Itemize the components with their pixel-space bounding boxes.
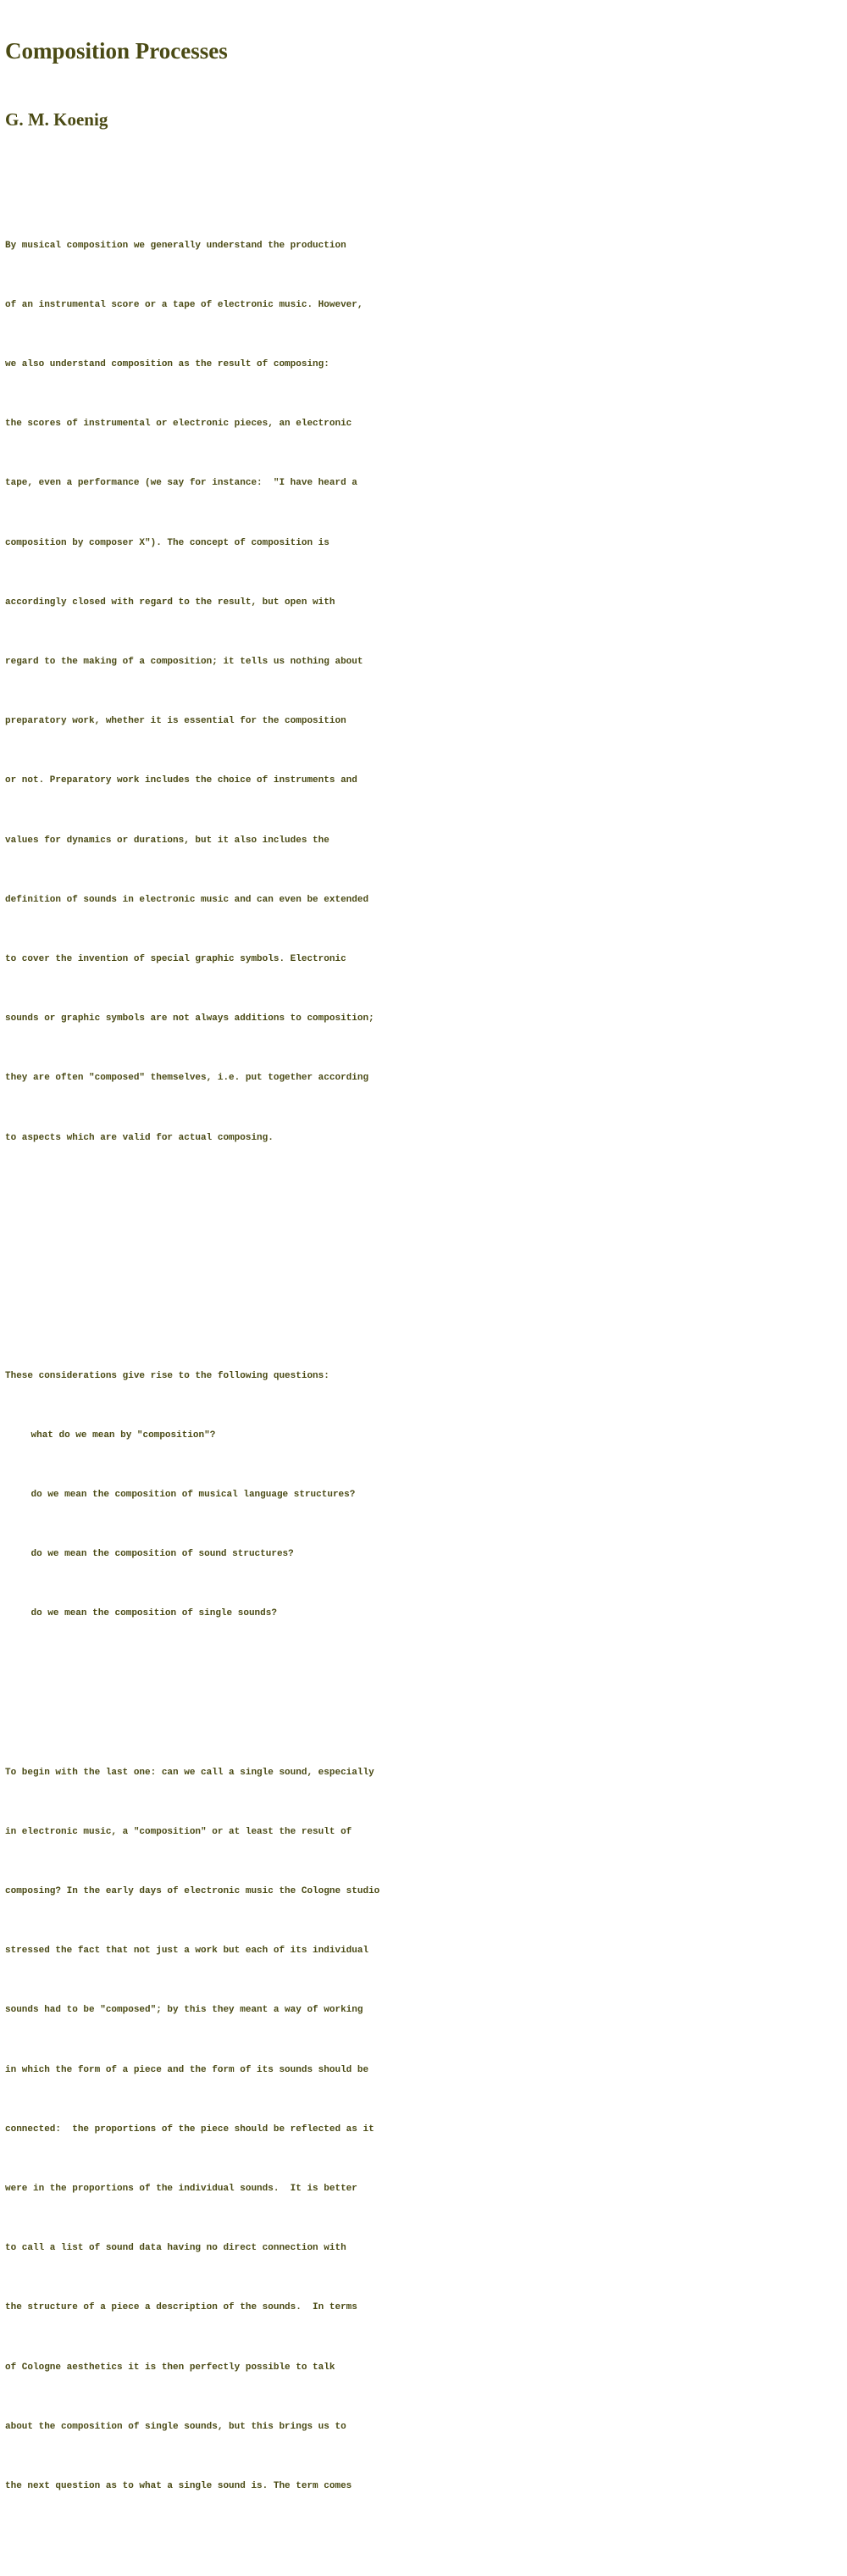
text-line: sounds had to be "composed"; by this they meant a way of working <box>5 2005 363 2016</box>
text-line: connected: the proportions of the piece should be reflected as it <box>5 2124 374 2135</box>
questions-block <box>5 1327 379 1664</box>
text-line: to cover the invention of special graphic symbols. Electronic <box>5 954 346 965</box>
text-line: preparatory work, whether it is essential for the composition <box>5 716 346 727</box>
text-line: in electronic music, a "composition" or at least the result of <box>5 1826 352 1837</box>
text-line: the scores of instrumental or electronic pieces, an electronic <box>5 419 352 430</box>
document-body <box>5 157 379 2576</box>
text-line: they are often "composed" themselves, i.e. put together according <box>5 1073 369 1084</box>
text-line: regard to the making of a composition; it tells us nothing about <box>5 657 363 668</box>
text-line: or not. Preparatory work includes the choice of instruments and <box>5 775 357 786</box>
text-line: the next question as to what a single sound is. The term comes <box>5 2481 352 2491</box>
paragraph-1 <box>5 197 379 1188</box>
question-item: what do we mean by "composition"? <box>30 1430 216 1441</box>
text-line: stressed the fact that not just a work but each of its individual <box>5 1946 369 1957</box>
text-line: of Cologne aesthetics it is then perfectly possible to talk <box>5 2362 335 2373</box>
text-line: we also understand composition as the result of composing: <box>5 359 329 370</box>
text-line: about the composition of single sounds, but this brings us to <box>5 2421 346 2432</box>
questions-intro: These considerations give rise to the following questions: <box>5 1370 329 1381</box>
text-line: of an instrumental score or a tape of electronic music. However, <box>5 299 363 310</box>
text-line: were in the proportions of the individual sounds. It is better <box>5 2183 357 2194</box>
text-line: By musical composition we generally understand the production <box>5 240 346 251</box>
paragraph-spacer <box>5 1247 379 1267</box>
question-item: do we mean the composition of musical language structures? <box>30 1489 356 1500</box>
text-line: tape, even a performance (we say for instance: "I have heard a <box>5 478 357 489</box>
text-line: the structure of a piece a description of the sounds. In terms <box>5 2302 357 2313</box>
text-line: in which the form of a piece and the form of its sounds should be <box>5 2064 369 2075</box>
text-line: sounds or graphic symbols are not always additions to composition; <box>5 1013 374 1024</box>
text-line: to aspects which are valid for actual composing. <box>5 1132 274 1143</box>
text-line: To begin with the last one: can we call a single sound, especially <box>5 1767 374 1778</box>
text-line: definition of sounds in electronic music and can even be extended <box>5 894 369 905</box>
question-item: do we mean the composition of single sounds? <box>30 1608 277 1619</box>
text-line: accordingly closed with regard to the result, but open with <box>5 597 335 608</box>
document-author: G. M. Koenig <box>5 109 108 130</box>
document-title: Composition Processes <box>5 38 228 64</box>
text-line: composition by composer X"). The concept of composition is <box>5 537 329 548</box>
paragraph-2 <box>5 1724 379 2536</box>
text-line: to call a list of sound data having no direct connection with <box>5 2243 346 2254</box>
text-line: values for dynamics or durations, but it also includes the <box>5 835 329 846</box>
question-item: do we mean the composition of sound structures? <box>30 1549 294 1560</box>
text-line: composing? In the early days of electronic music the Cologne studio <box>5 1885 380 1896</box>
